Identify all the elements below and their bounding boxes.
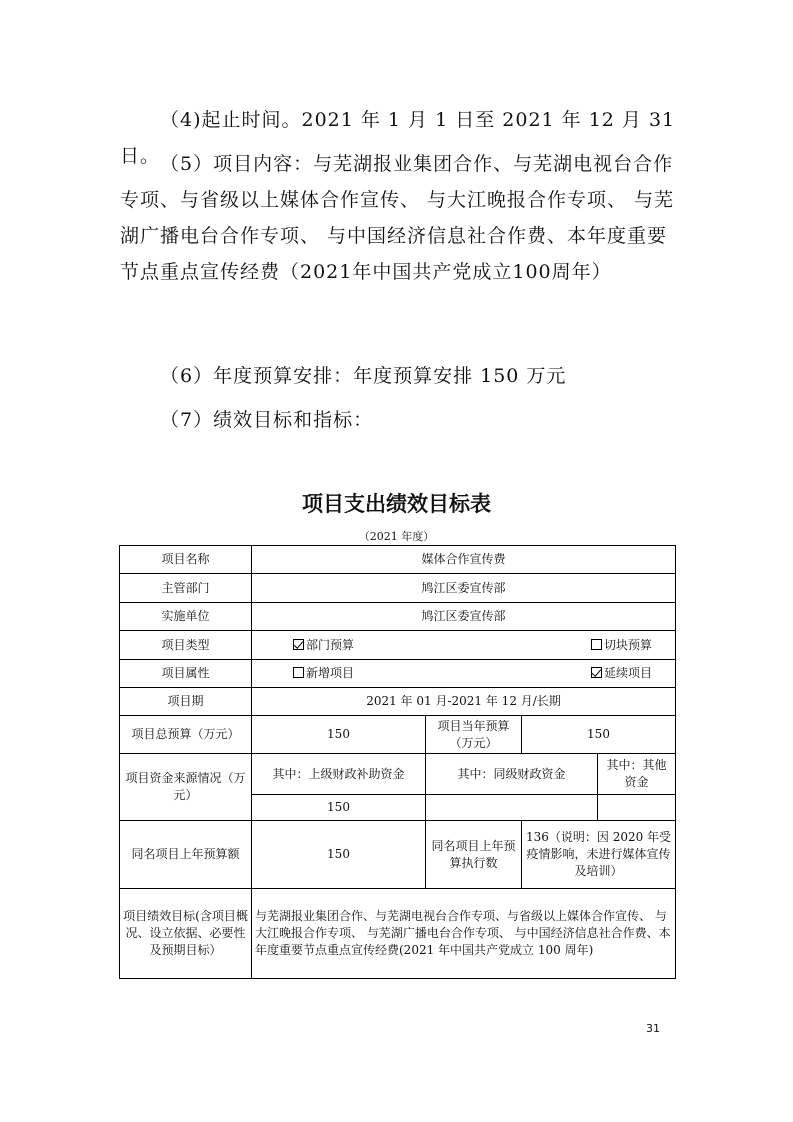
page-number: 31 [646,1022,660,1035]
fund-same-value [426,795,598,821]
new-project-checkbox [293,667,304,678]
paragraph-project-content: （5）项目内容：与芜湖报业集团合作、与芜湖电视台合作专项、与省级以上媒体合作宣传、 与大江晚报合作专项、 与芜湖广播电台合作专项、 与中国经济信息社合作费、本年度重要节点重点宣传经费（2021年中国共产党成立100周年） [120,153,675,283]
prev-exec-value: 136（说明：因 2020 年受疫情影响，未进行媒体宣传及培训） [522,821,676,889]
continued-project-checkbox [591,667,602,678]
dept-label: 主管部门 [120,574,252,603]
paragraph-annual-budget: （6）年度预算安排：年度预算安排 150 万元 [160,365,567,387]
table-year: （2021 年度） [358,530,435,543]
performance-target-table [119,545,676,979]
project-type-label: 项目类型 [120,631,252,660]
dept-value: 鸠江区委宣传部 [252,574,676,603]
block-budget-checkbox [591,639,602,650]
unit-label: 实施单位 [120,603,252,631]
continued-project-label: 延续项目 [604,666,653,680]
block-budget-label: 切块预算 [604,637,653,652]
performance-goal-label: 项目绩效目标(含项目概况、设立依据、必要性及预期目标） [120,889,252,979]
current-budget-value: 150 [522,716,676,754]
unit-value: 鸠江区委宣传部 [252,603,676,631]
paragraph-performance-goals: （7）绩效目标和指标： [160,409,374,431]
project-period-label: 项目期 [120,688,252,716]
department-budget-label: 部门预算 [306,637,355,652]
current-budget-label: 项目当年预算（万元） [426,716,522,754]
performance-goal-value: 与芜湖报业集团合作、与芜湖电视台合作专项、与省级以上媒体合作宣传、 与大江晚报合作专项、 与芜湖广播电台合作专项、 与中国经济信息社合作费、本年度重要节点重点宣传经费(2021 年中国共产党成立 100 周年) [252,889,676,979]
prev-budget-value: 150 [252,821,426,889]
prev-exec-label: 同名项目上年预算执行数 [426,821,522,889]
paragraph-start-end-time: （4)起止时间。2021 年 1 月 1 日至 2021 年 12 月 31 日。 [120,109,676,167]
project-type-options [252,631,676,660]
total-budget-value: 150 [252,716,426,754]
project-period-value: 2021 年 01 月-2021 年 12 月/长期 [252,688,676,716]
fund-same-label: 其中：同级财政资金 [426,754,598,795]
project-attribute-options [252,660,676,688]
fund-upper-label: 其中：上级财政补助资金 [252,754,426,795]
table-title: 项目支出绩效目标表 [302,492,491,516]
total-budget-label: 项目总预算（万元） [120,716,252,754]
project-attribute-label: 项目属性 [120,660,252,688]
fund-other-label: 其中：其他资金 [598,754,676,795]
department-budget-checkbox [293,639,304,650]
fund-upper-value: 150 [252,795,426,821]
project-name-label: 项目名称 [120,546,252,574]
project-name-value: 媒体合作宣传费 [252,546,676,574]
fund-other-value [598,795,676,821]
prev-budget-label: 同名项目上年预算额 [120,821,252,889]
new-project-label: 新增项目 [306,666,355,680]
fund-source-label: 项目资金来源情况（万元） [120,754,252,821]
